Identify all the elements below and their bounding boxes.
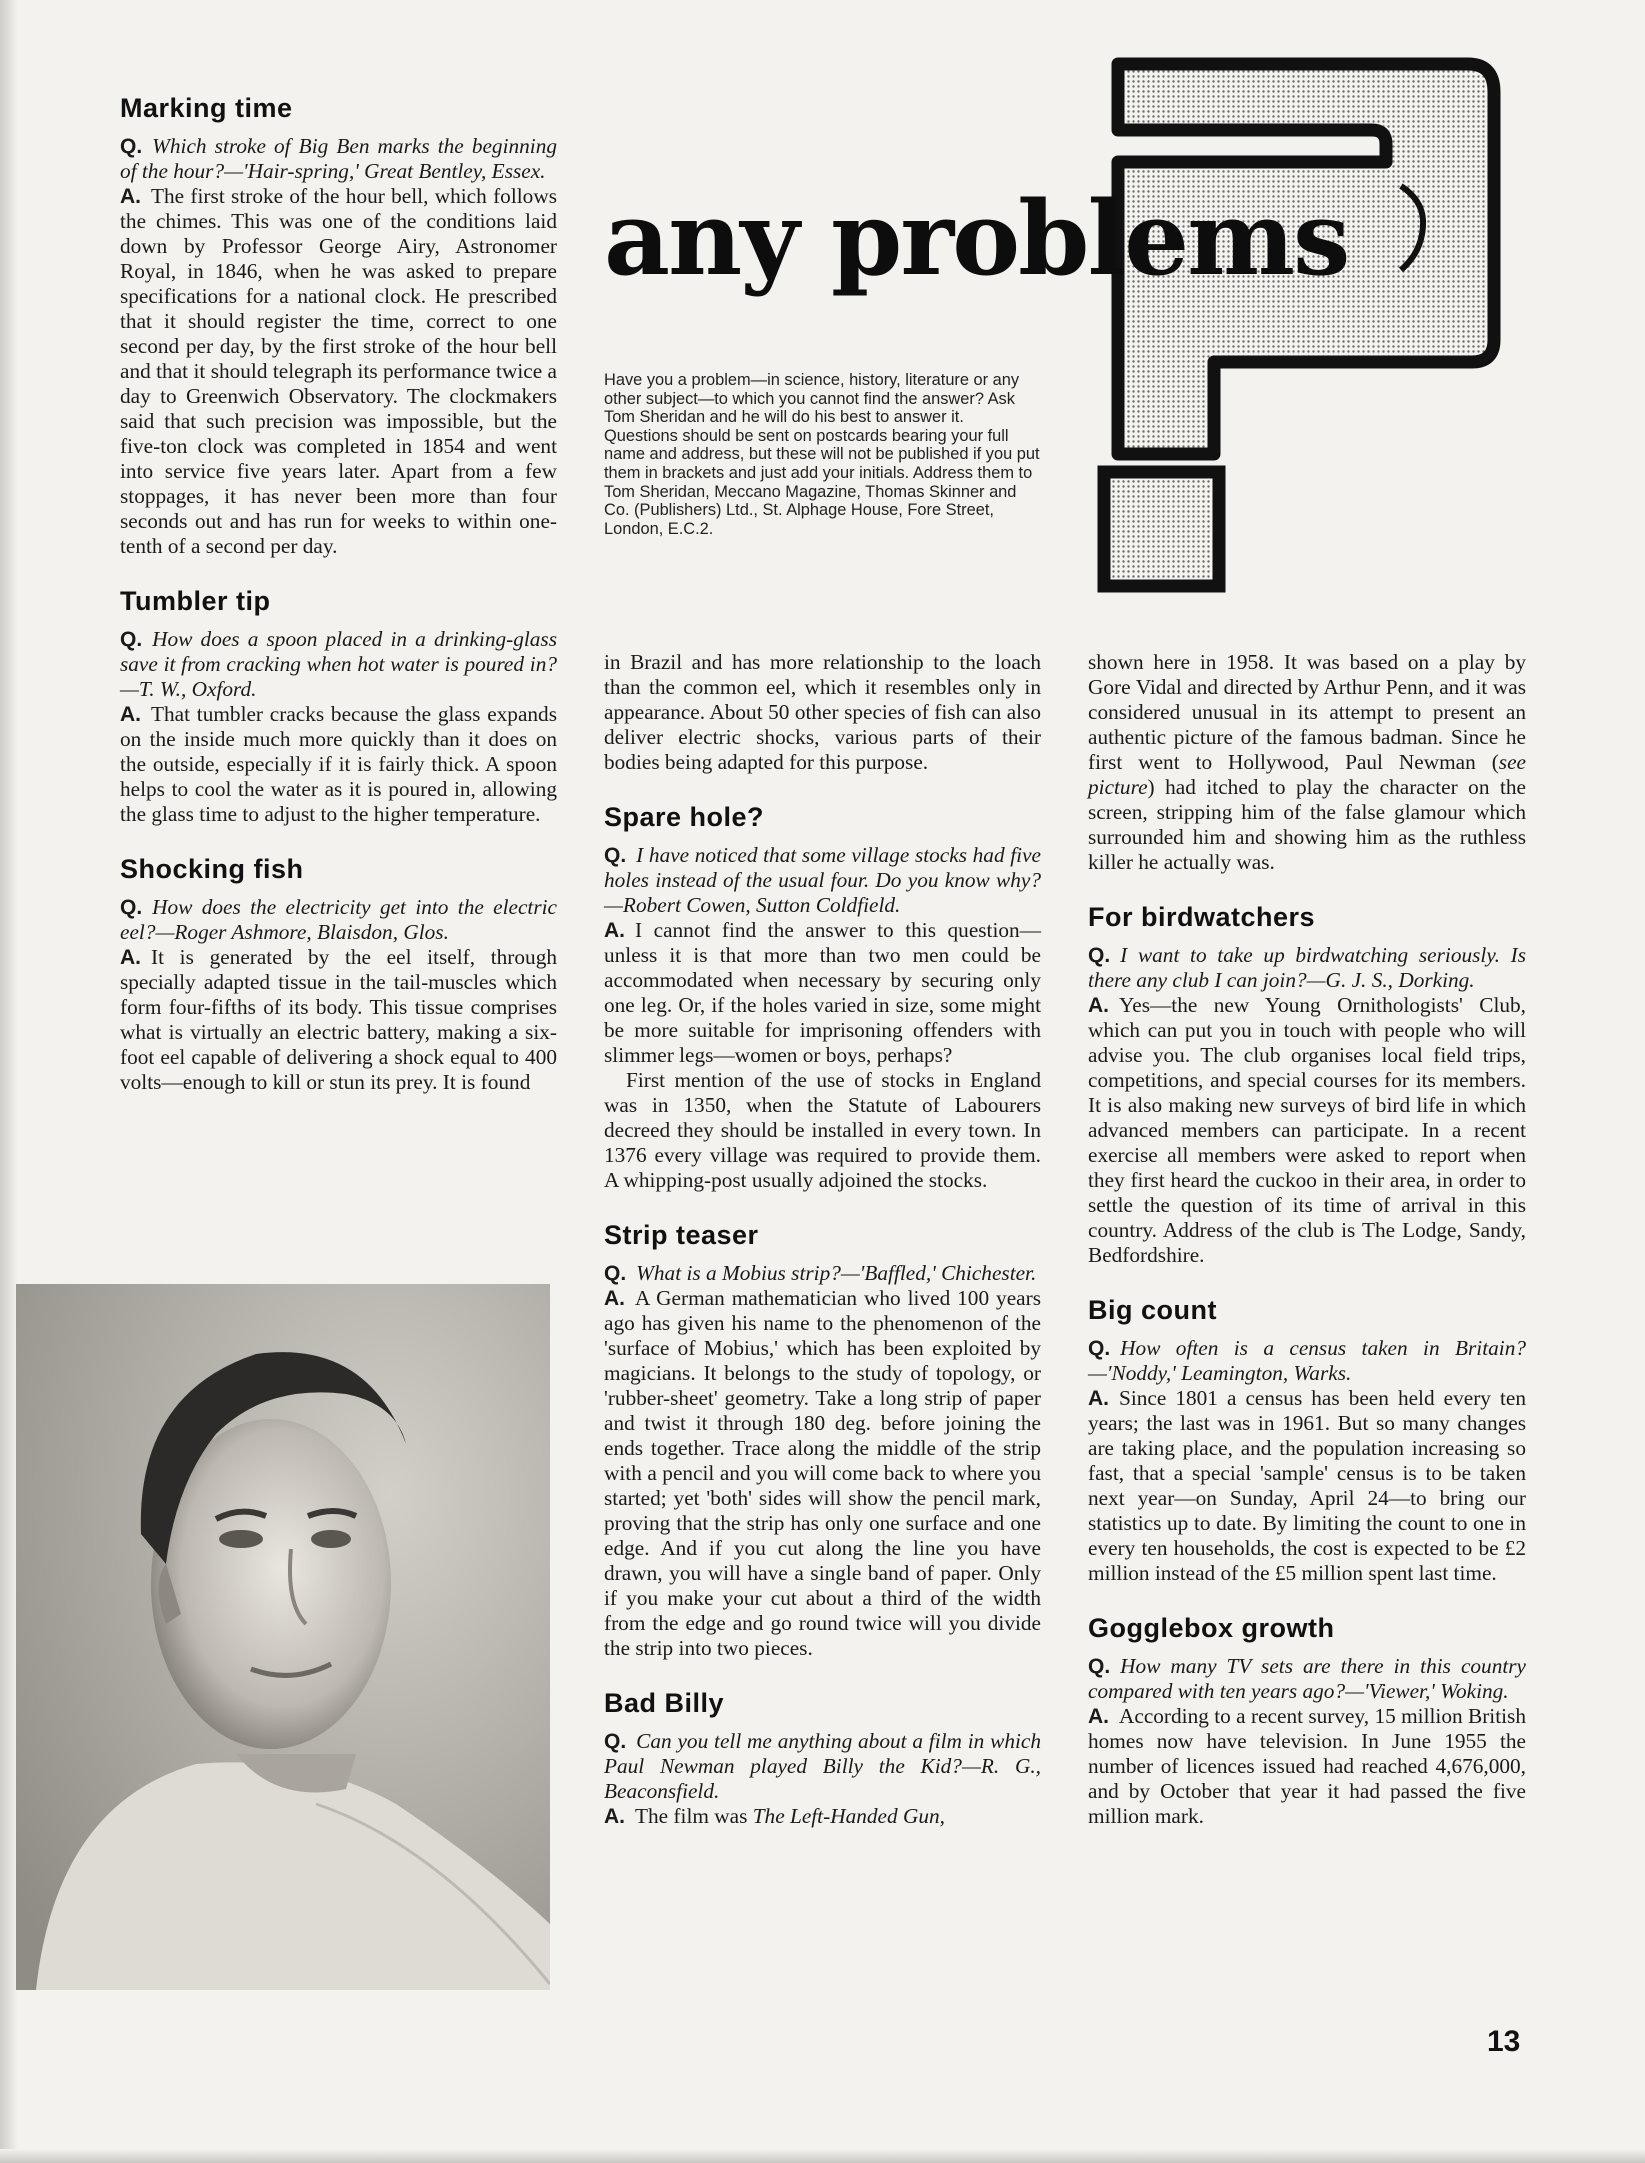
question-bad-billy: Q. Can you tell me anything about a film in which Paul Newman played Billy the Kid?—R. G., Beaconsfield. — [604, 1729, 1041, 1803]
heading-for-birdwatchers: For birdwatchers — [1088, 902, 1316, 932]
column-2 — [604, 650, 1041, 1855]
section-tumbler-tip — [120, 585, 557, 827]
q-label: Q. — [120, 628, 143, 651]
q-label: Q. — [120, 135, 143, 158]
section-for-birdwatchers — [1088, 901, 1526, 1268]
q-label: Q. — [1088, 1337, 1111, 1360]
a-label: A. — [1088, 1387, 1109, 1410]
question-gogglebox-growth: Q. How many TV sets are there in this country compared with ten years ago?—'Viewer,' Woking. — [1088, 1654, 1526, 1703]
question-for-birdwatchers: Q. I want to take up birdwatching seriously. Is there any club I can join?—G. J. S., Dorking. — [1088, 943, 1526, 992]
question-spare-hole: Q. I have noticed that some village stocks had five holes instead of the usual four. Do you know why?—Robert Cowen, Sutton Coldfield. — [604, 843, 1041, 917]
heading-tumbler-tip: Tumbler tip — [120, 586, 271, 616]
q-label: Q. — [1088, 1655, 1111, 1678]
answer-strip-teaser: A. A German mathematician who lived 100 years ago has given his name to the phenomenon of the 'surface of Mobius,' which has been exploited by magicians. It belongs to the study of topology, or 'rubber-sheet' geometry. Take a long strip of paper and twist it through 180 deg. before joining the ends together. Trace along the middle of the strip with a pencil and you will come back to where you started; yet 'both' sides will show the pencil mark, proving that the strip has only one surface and one edge. And if you cut along the line you have drawn, you will have a single band of paper. Only if you make your cut about a third of the width from the edge and go round twice will you divide the strip into two pieces. — [604, 1286, 1041, 1660]
question-mark-graphic — [1096, 44, 1506, 598]
a-label: A. — [120, 946, 141, 969]
a-label: A. — [604, 1287, 625, 1310]
page-title: any problems — [604, 179, 1349, 299]
answer-for-birdwatchers: A. Yes—the new Young Ornithologists' Club, which can put you in touch with people who will advise you. The club organises local field trips, competitions, and special courses for its members. It is also making new surveys of bird life in which advanced members can participate. In a recent exercise all members were asked to report when they first heard the cuckoo in their area, in order to settle the question of its time of arrival in this country. Address of the club is The Lodge, Sandy, Bedfordshire. — [1088, 993, 1526, 1267]
continuation-shocking-fish: in Brazil and has more relationship to the loach than the common eel, which it resembles only in appearance. About 50 other species of fish can also deliver electric shocks, various parts of their bodies being adapted for this purpose. — [604, 650, 1041, 774]
question-marking-time: Q. Which stroke of Big Ben marks the beginning of the hour?—'Hair-spring,' Great Bentley, Essex. — [120, 134, 557, 183]
section-marking-time — [120, 92, 557, 559]
answer-bad-billy: A. The film was The Left-Handed Gun, — [604, 1804, 945, 1828]
answer-big-count: A. Since 1801 a census has been held every ten years; the last was in 1961. But so many changes are taking place, and the population increasing so fast, that a special 'sample' census is to be taken next year—on Sunday, April 24—to bring our statistics up to date. By limiting the count to one in every ten households, the cost is expected to be £2 million instead of the £5 million spent last time. — [1088, 1386, 1526, 1585]
q-label: Q. — [604, 1262, 627, 1285]
question-strip-teaser: Q. What is a Mobius strip?—'Baffled,' Chichester. — [604, 1261, 1037, 1285]
question-big-count: Q. How often is a census taken in Britain?—'Noddy,' Leamington, Warks. — [1088, 1336, 1526, 1385]
page-bottom-shadow — [0, 2149, 1645, 2163]
section-strip-teaser — [604, 1219, 1041, 1661]
heading-gogglebox-growth: Gogglebox growth — [1088, 1613, 1335, 1643]
answer-tumbler-tip: A. That tumbler cracks because the glass expands on the inside much more quickly than it does on the outside, especially if it is fairly thick. A spoon helps to cool the water as it is poured in, allowing the glass time to adjust to the higher temperature. — [120, 702, 557, 826]
q-label: Q. — [604, 1730, 627, 1753]
continuation-bad-billy: shown here in 1958. It was based on a play by Gore Vidal and directed by Arthur Penn, and it was considered unusual in its attempt to present an authentic picture of the famous badman. Since he first went to Hollywood, Paul Newman (see picture) had itched to play the character on the screen, stripping him of the false glamour which surrounded him and showing him as the ruthless killer he actually was. — [1088, 650, 1526, 874]
page-number: 13 — [1487, 2025, 1521, 2058]
a-label: A. — [1088, 994, 1109, 1017]
a-label: A. — [120, 185, 141, 208]
a-label: A. — [604, 1805, 625, 1828]
a-label: A. — [120, 703, 141, 726]
answer-spare-hole-2: First mention of the use of stocks in England was in 1350, when the Statute of Labourers decreed they should be installed in every town. In 1376 every village was required to provide them. A whipping-post usually adjoined the stocks. — [604, 1068, 1041, 1192]
question-shocking-fish: Q. How does the electricity get into the electric eel?—Roger Ashmore, Blaisdon, Glos. — [120, 895, 557, 944]
heading-bad-billy: Bad Billy — [604, 1688, 725, 1718]
q-label: Q. — [1088, 944, 1111, 967]
heading-big-count: Big count — [1088, 1295, 1217, 1325]
portrait-photo — [16, 1284, 550, 1990]
section-shocking-fish — [120, 853, 557, 1095]
q-label: Q. — [604, 844, 627, 867]
heading-shocking-fish: Shocking fish — [120, 854, 304, 884]
answer-gogglebox-growth: A. According to a recent survey, 15 million British homes now have television. In June 1955 the number of licences issued had reached 4,676,000, and by October that year it had passed the five million mark. — [1088, 1704, 1526, 1828]
column-1 — [120, 92, 557, 1121]
q-label: Q. — [120, 896, 143, 919]
film-title: The Left-Handed Gun, — [752, 1804, 945, 1828]
answer-spare-hole: A. I cannot find the answer to this question—unless it is that more than two men could be accommodated when necessary by securing only one leg. Or, if the holes varied in size, some might be more suitable for imprisoning offenders with slimmer legs—women or boys, perhaps? — [604, 918, 1041, 1067]
section-shocking-fish-continued — [604, 650, 1041, 775]
intro-text: Have you a problem—in science, history, literature or any other subject—to which you cannot find the answer? Ask Tom Sheridan and he will do his best to answer it. Questions should be sent on postcards bearing your full name and address, but these will not be published if you put them in brackets and just add your initials. Address them to Tom Sheridan, Meccano Magazine, Thomas Skinner and Co. (Publishers) Ltd., St. Alphage House, Fore Street, London, E.C.2. — [604, 371, 1040, 538]
answer-marking-time: A. The first stroke of the hour bell, which follows the chimes. This was one of the conditions laid down by Professor George Airy, Astronomer Royal, in 1846, when he was asked to prepare specifications for a national clock. He prescribed that it should register the time, correct to one second per day, by the first stroke of the hour bell and that it should telegraph its performance twice a day to Greenwich Observatory. The clockmakers said that such precision was impossible, but the five-ton clock was completed in 1854 and went into service five years later. Apart from a few stoppages, it has never been more than four seconds out and has run for weeks to within one-tenth of a second per day. — [120, 184, 557, 558]
section-spare-hole — [604, 801, 1041, 1193]
a-label: A. — [1088, 1705, 1109, 1728]
heading-spare-hole: Spare hole? — [604, 802, 765, 832]
question-tumbler-tip: Q. How does a spoon placed in a drinking-glass save it from cracking when hot water is poured in?—T. W., Oxford. — [120, 627, 557, 701]
section-bad-billy-continued — [1088, 650, 1526, 875]
heading-marking-time: Marking time — [120, 93, 293, 123]
section-big-count — [1088, 1294, 1526, 1586]
column-3 — [1088, 650, 1526, 1855]
section-gogglebox-growth — [1088, 1612, 1526, 1829]
section-bad-billy — [604, 1687, 1041, 1829]
answer-shocking-fish: A. It is generated by the eel itself, through specially adapted tissue in the tail-muscles which form four-fifths of its body. This tissue comprises what is virtually an electric battery, making a six-foot eel capable of delivering a shock equal to 400 volts—enough to kill or stun its prey. It is found — [120, 945, 557, 1094]
heading-strip-teaser: Strip teaser — [604, 1220, 759, 1250]
a-label: A. — [604, 919, 625, 942]
